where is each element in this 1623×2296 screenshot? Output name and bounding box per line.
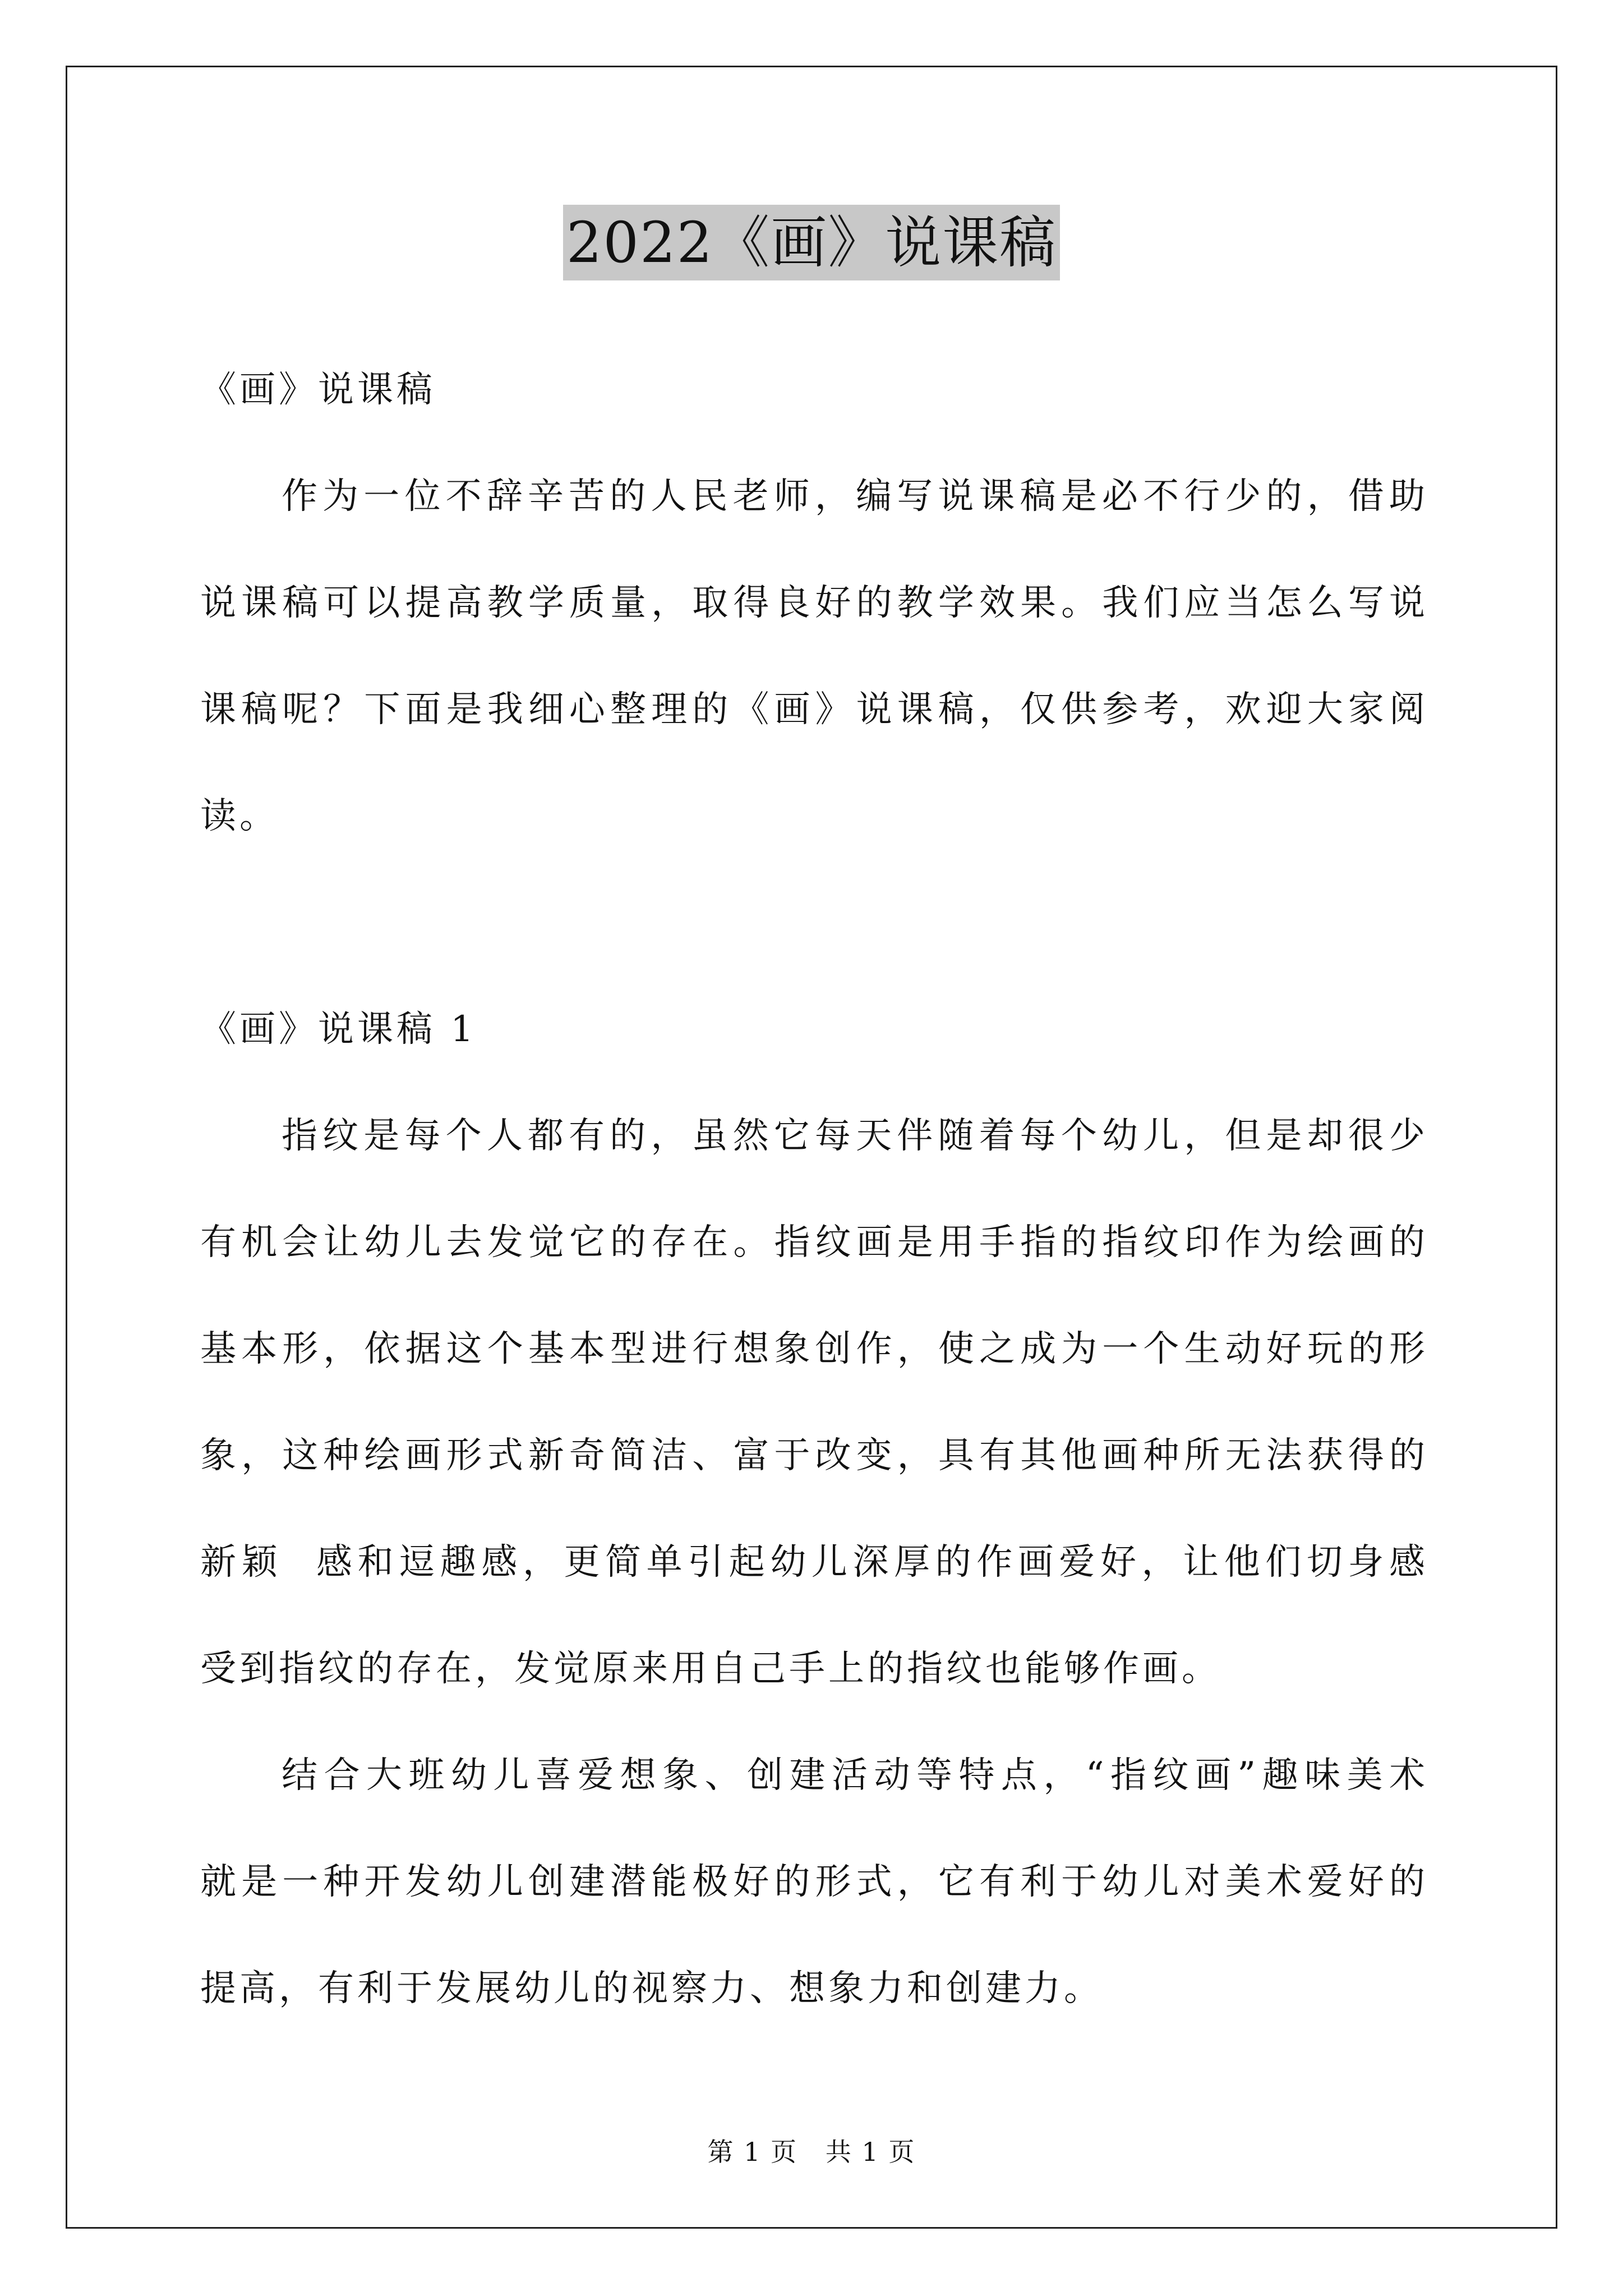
subtitle: 《画》说课稿 [200, 369, 436, 411]
intro-line: 课稿呢？下面是我细心整理的《画》说课稿，仅供参考，欢迎大家阅 [200, 689, 1428, 730]
paragraph-line: 基本形，依据这个基本型进行想象创作，使之成为一个生动好玩的形 [200, 1328, 1428, 1370]
intro-line: 读。 [200, 795, 279, 837]
paragraph-line: 提高，有利于发展幼儿的视察力、想象力和创建力。 [200, 1968, 1103, 2009]
paragraph-line: 象，这种绘画形式新奇简洁、富于改变，具有其他画种所无法获得的 [200, 1435, 1428, 1476]
intro-line: 说课稿可以提高教学质量，取得良好的教学效果。我们应当怎么写说 [200, 582, 1428, 624]
paragraph-gap [200, 869, 1428, 976]
paragraph-line: 结合大班幼儿喜爱想象、创建活动等特点，“指纹画”趣味美术 [282, 1755, 1428, 1796]
paragraph-line: 有机会让幼儿去发觉它的存在。指纹画是用手指的指纹印作为绘画的 [200, 1222, 1428, 1263]
paragraph-line: 受到指纹的存在，发觉原来用自己手上的指纹也能够作画。 [200, 1648, 1221, 1690]
section-heading: 《画》说课稿 1 [200, 1009, 477, 1050]
page-footer: 第 1 页 共 1 页 [707, 2137, 916, 2167]
intro-line: 作为一位不辞辛苦的人民老师，编写说课稿是必不行少的，借助 [282, 476, 1428, 517]
paragraph-line: 就是一种开发幼儿创建潜能极好的形式，它有利于幼儿对美术爱好的 [200, 1861, 1428, 1903]
title-container [0, 205, 1623, 280]
document-body [200, 337, 1428, 2042]
paragraph-line: 新颖 感和逗趣感，更简单引起幼儿深厚的作画爱好，让他们切身感 [200, 1542, 1428, 1583]
document-title: 2022《画》说课稿 [563, 205, 1061, 280]
paragraph-line: 指纹是每个人都有的，虽然它每天伴随着每个幼儿，但是却很少 [282, 1115, 1428, 1157]
